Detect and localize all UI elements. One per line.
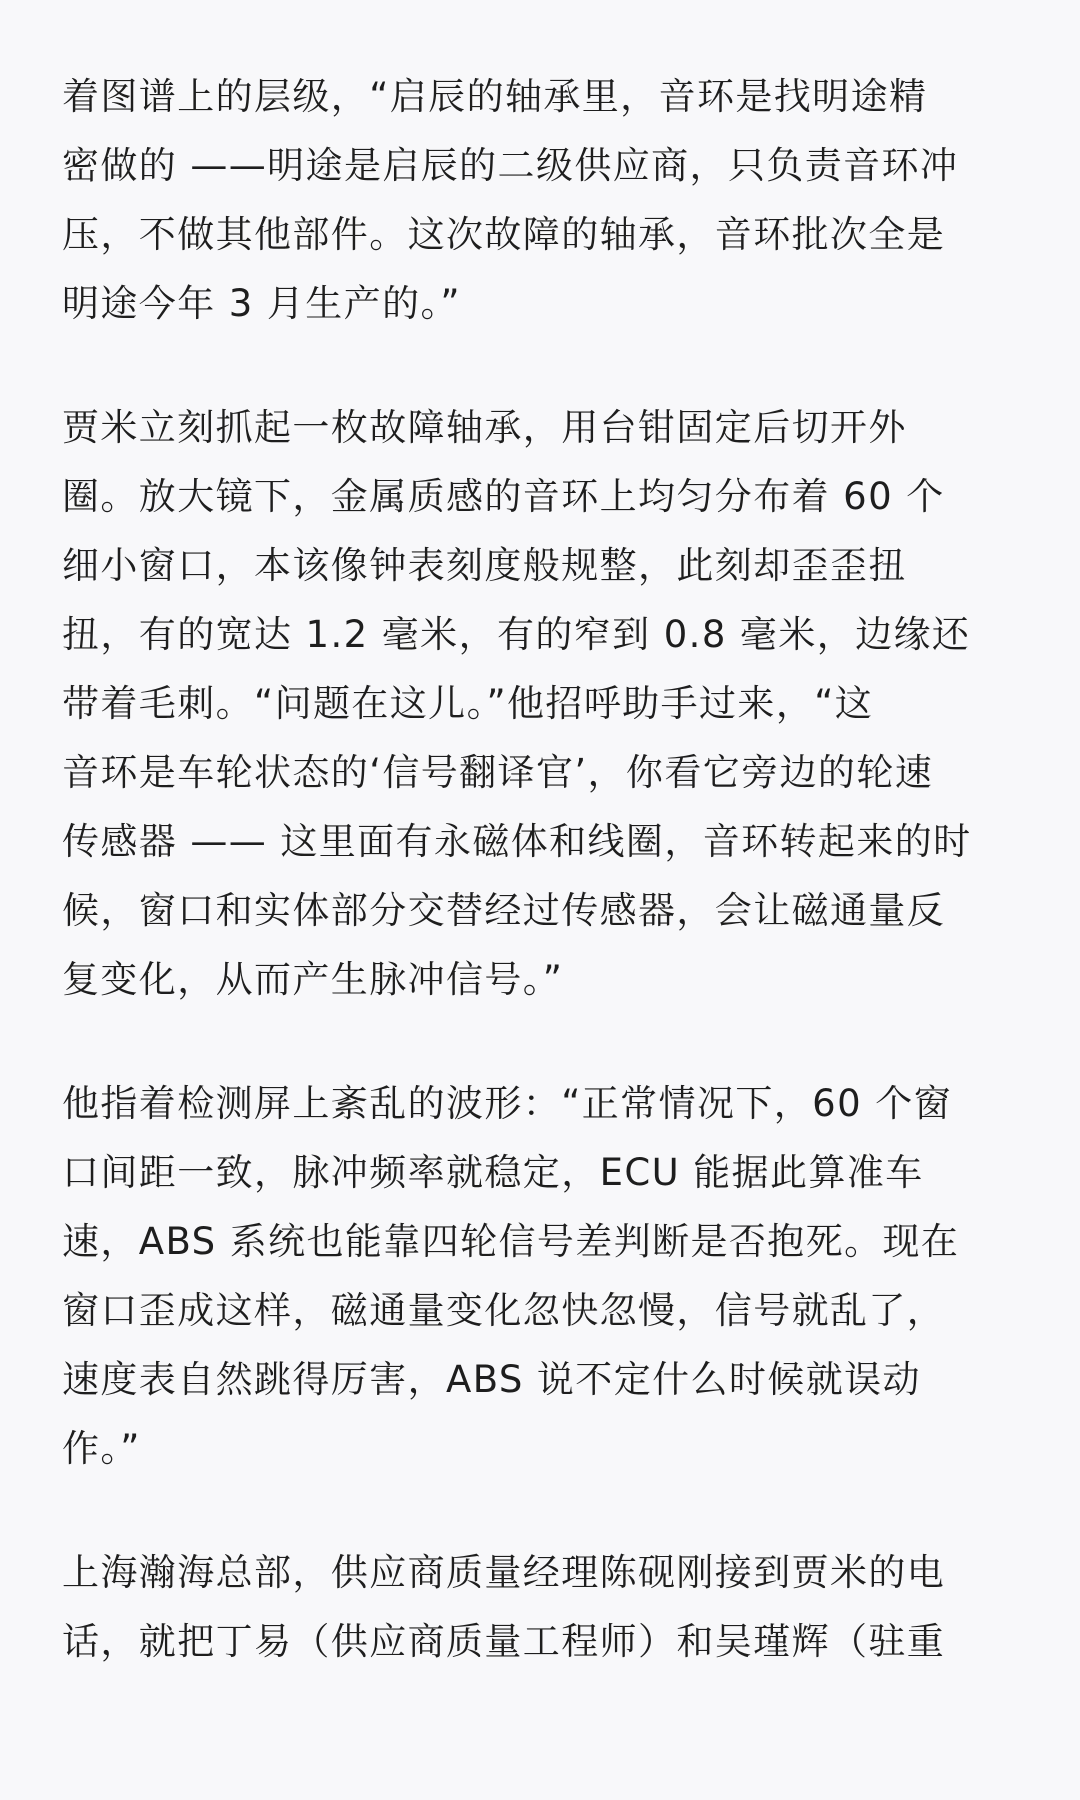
paragraph-4 [62, 1538, 1018, 1676]
paragraph-2 [62, 393, 1018, 1014]
text-line: 圈。放大镜下，金属质感的音环上均匀分布着 60 个 [62, 475, 945, 518]
text-line: 速，ABS 系统也能靠四轮信号差判断是否抱死。现在 [62, 1220, 960, 1263]
text-line: 口间距一致，脉冲频率就稳定，ECU 能据此算准车 [62, 1151, 924, 1194]
text-line: 带着毛刺。“问题在这儿。”他招呼助手过来，“这 [62, 682, 874, 725]
text-line: 传感器 —— 这里面有永磁体和线圈，音环转起来的时 [62, 820, 972, 863]
text-line: 明途今年 3 月生产的。” [62, 282, 461, 325]
text-line: 复变化，从而产生脉冲信号。” [62, 958, 564, 1001]
text-line: 话，就把丁易（供应商质量工程师）和吴瑾辉（驻重 [62, 1620, 946, 1663]
text-line: 作。” [62, 1427, 141, 1470]
text-line: 贾米立刻抓起一枚故障轴承，用台钳固定后切开外 [62, 406, 907, 449]
text-line: 压，不做其他部件。这次故障的轴承，音环批次全是 [62, 213, 946, 256]
text-line: 着图谱上的层级，“启辰的轴承里，音环是找明途精 [62, 75, 928, 118]
text-line: 上海瀚海总部，供应商质量经理陈砚刚接到贾米的电 [62, 1551, 946, 1594]
text-line: 窗口歪成这样，磁通量变化忽快忽慢，信号就乱了， [62, 1289, 946, 1332]
text-line: 密做的 ——明途是启辰的二级供应商，只负责音环冲 [62, 144, 959, 187]
text-line: 速度表自然跳得厉害，ABS 说不定什么时候就误动 [62, 1358, 921, 1401]
text-line: 细小窗口，本该像钟表刻度般规整，此刻却歪歪扭 [62, 544, 907, 587]
text-line: 扭，有的宽达 1.2 毫米，有的窄到 0.8 毫米，边缘还 [62, 613, 971, 656]
text-line: 他指着检测屏上紊乱的波形：“正常情况下，60 个窗 [62, 1082, 953, 1125]
paragraph-1 [62, 62, 1018, 338]
text-line: 候，窗口和实体部分交替经过传感器，会让磁通量反 [62, 889, 946, 932]
text-line: 音环是车轮状态的‘信号翻译官’，你看它旁边的轮速 [62, 751, 934, 794]
paragraph-3 [62, 1069, 1018, 1483]
